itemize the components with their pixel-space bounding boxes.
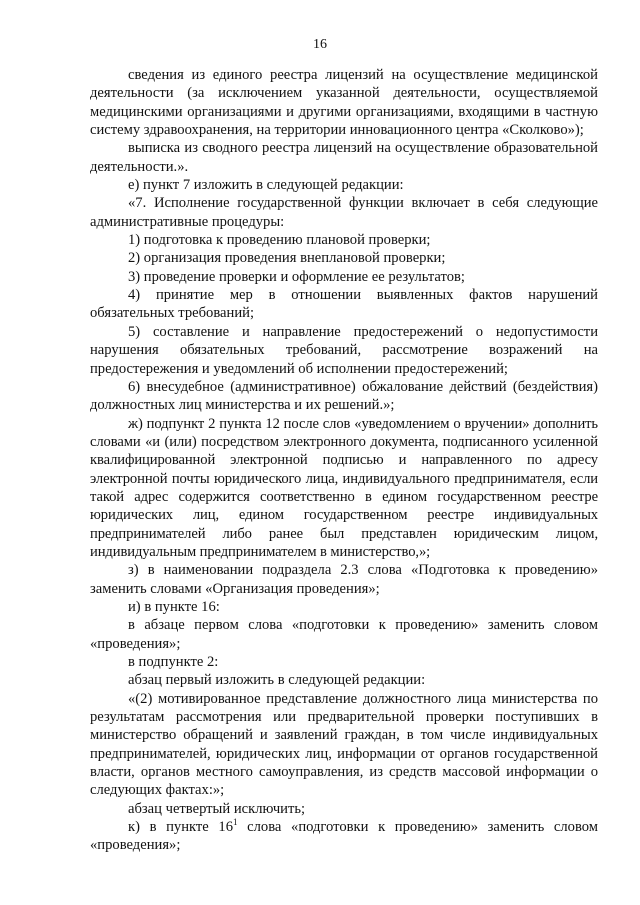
paragraph-procedure-3: 3) проведение проверки и оформление ее результатов; — [128, 268, 465, 285]
paragraph-first-abzac: в абзаце первом слова «подготовки к проведению» заменить словом «проведения»; — [90, 617, 598, 652]
paragraph-procedure-4: 4) принятие мер в отношении выявленных фактов нарушений обязательных требований; — [90, 287, 598, 322]
page-number: 16 — [313, 37, 327, 52]
paragraph-item-z: з) в наименовании подраздела 2.3 слова «Подготовка к проведению» заменить словами «Организация проведения»; — [90, 562, 598, 597]
item-k-text-start: к) в пункте 16 — [128, 819, 234, 836]
paragraph-item-e: е) пункт 7 изложить в следующей редакции: — [128, 177, 404, 194]
paragraph-clause-7: «7. Исполнение государственной функции включает в себя следующие административные процедуры: — [90, 195, 598, 230]
paragraph-fourth-abzac: абзац четвертый исключить; — [128, 800, 306, 817]
paragraph-motivated-submission: «(2) мотивированное представление должностного лица министерства по результатам рассмотрения или предварительной проверки поступивших в министерство обращений и заявлений граждан, в том числе индивидуальных предпринимателей, юридических лиц, информации от органов государственной власти, органов местного самоуправления, из средств массовой информации о следующих фактах:»; — [90, 690, 598, 799]
paragraph-procedure-2: 2) организация проведения внеплановой проверки; — [128, 250, 446, 267]
item-k-text-end: слова «подготовки к проведению» заменить словом «проведения»; — [90, 819, 598, 854]
paragraph-licenses-education: выписка из сводного реестра лицензий на осуществление образовательной деятельности.». — [90, 140, 598, 175]
paragraph-item-k — [90, 818, 598, 855]
paragraph-subitem-2: в подпункте 2: — [128, 654, 219, 670]
paragraph-item-zh: ж) подпункт 2 пункта 12 после слов «уведомлением о вручении» дополнить словами «и (или) посредством электронного документа, подписанного усиленной квалифицированной электронной подписью и направленного по адресу электронной почты юридического лица, индивидуального предпринимателя, если такой адрес содержится соответственно в едином государственном реестре юридических лиц, едином государственном реестре индивидуальных предпринимателей либо ранее был представлен юридическим лицом, индивидуальным предпринимателем в министерство,»; — [90, 415, 598, 560]
paragraph-licenses-medical: сведения из единого реестра лицензий на осуществление медицинской деятельности (за исключением указанной деятельности, осуществляемой медицинскими организациями и другими организациями, входящими в частную систему здравоохранения, на территории инновационного центра «Сколково»); — [90, 67, 598, 139]
paragraph-item-i: и) в пункте 16: — [128, 598, 220, 615]
item-k-superscript: 1 — [233, 817, 238, 828]
paragraph-procedure-1: 1) подготовка к проведению плановой проверки; — [128, 232, 431, 249]
document-body — [90, 66, 598, 855]
paragraph-procedure-6: 6) внесудебное (административное) обжалование действий (бездействия) должностных лиц министерства и их решений.»; — [90, 378, 598, 414]
paragraph-procedure-5: 5) составление и направление предостережений о недопустимости нарушения обязательных требований, рассмотрение возражений на предостережения и уведомлений об исполнении предостережений; — [90, 323, 598, 377]
paragraph-first-abzac-edit: абзац первый изложить в следующей редакции: — [128, 672, 426, 689]
